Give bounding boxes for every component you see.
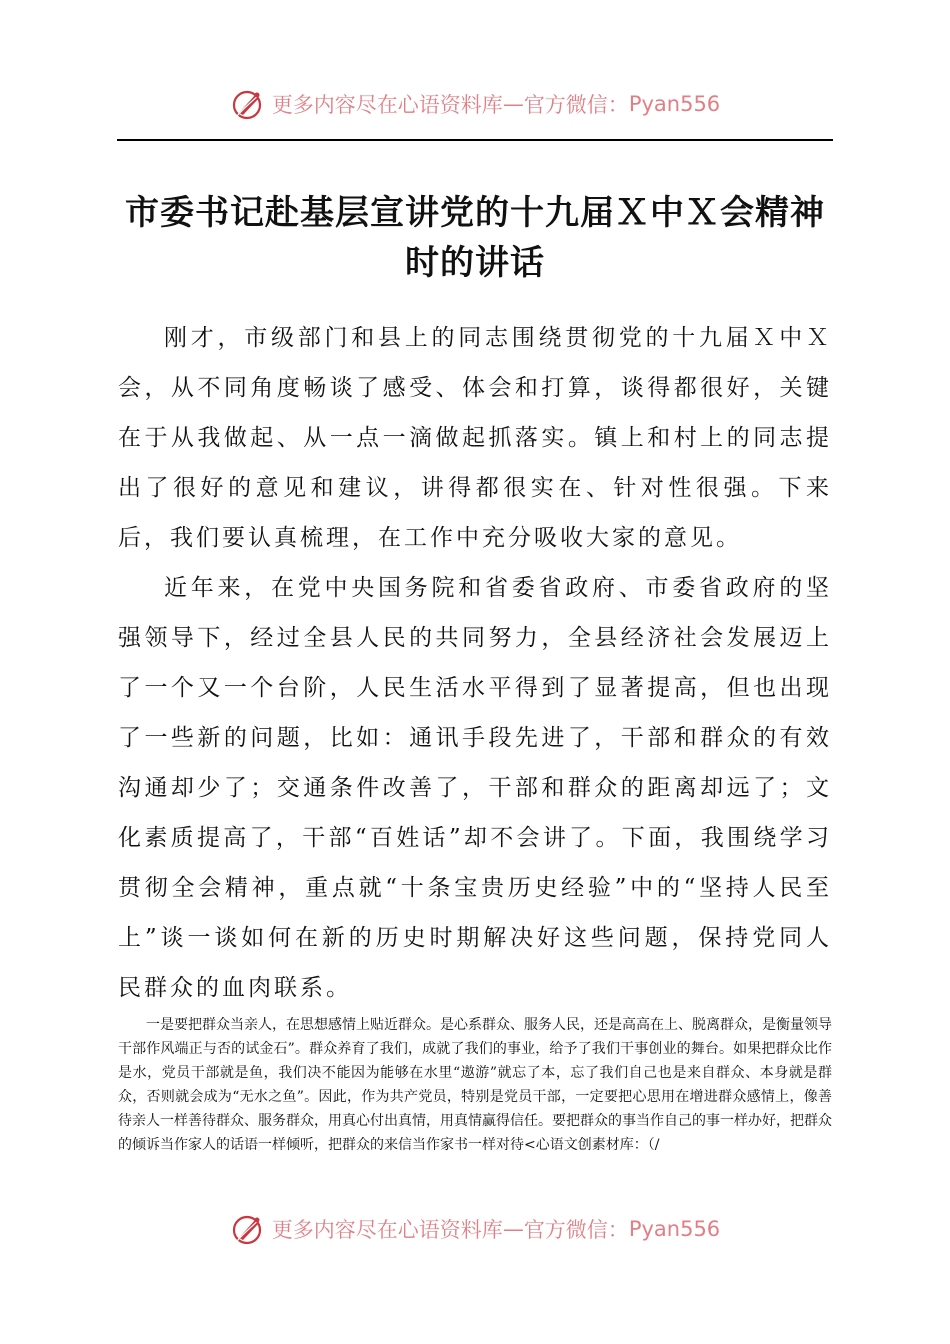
banner-text-main: 更多内容尽在心语资料库 [271, 93, 503, 117]
body-paragraph-1: 刚才，市级部门和县上的同志围绕贯彻党的十九届Ｘ中Ｘ会，从不同角度畅谈了感受、体会和打算，谈得都很好，关键在于从我做起、从一点一滴做起抓落实。镇上和村上的同志提出了很好的意见和建议，讲得都很实在、针对性很强。下来后，我们要认真梳理，在工作中充分吸收大家的意见。 [118, 325, 832, 551]
banner-text-dash: — [502, 92, 524, 116]
banner-text-id: Pyan556 [628, 92, 721, 116]
pen-logo-icon [230, 86, 266, 122]
pen-logo-icon [230, 1211, 266, 1247]
banner-text-dash: — [502, 1217, 524, 1241]
document-title [100, 188, 850, 288]
header-divider [117, 139, 833, 141]
body-paragraph-2: 近年来，在党中央国务院和省委省政府、市委省政府的坚强领导下，经过全县人民的共同努力，全县经济社会发展迈上了一个又一个台阶，人民生活水平得到了显著提高，但也出现了一些新的问题，比如：通讯手段先进了，干部和群众的有效沟通却少了；交通条件改善了，干部和群众的距离却远了；文化素质提高了，干部“百姓话”却不会讲了。下面，我围绕学习贯彻全会精神，重点就“十条宝贵历史经验”中的“坚持人民至上”谈一谈如何在新的历史时期解决好这些问题，保持党同人民群众的血肉联系。 [118, 575, 832, 1001]
banner-text-wechat: 官方微信： [523, 93, 629, 117]
title-line-2: 时的讲话 [405, 243, 545, 283]
header-watermark-banner [0, 82, 950, 126]
footer-watermark-banner [0, 1207, 950, 1251]
banner-text-wechat: 官方微信： [523, 1218, 629, 1242]
banner-text-main: 更多内容尽在心语资料库 [271, 1218, 503, 1242]
title-line-1: 市委书记赴基层宣讲党的十九届Ｘ中Ｘ会精神 [125, 193, 825, 233]
small-text-block [118, 1013, 832, 1157]
banner-text-id: Pyan556 [628, 1217, 721, 1241]
document-body [118, 313, 832, 1013]
small-paragraph: 一是要把群众当亲人，在思想感情上贴近群众。是心系群众、服务人民，还是高高在上、脱离群众，是衡量领导干部作风端正与否的试金石”。群众养育了我们，成就了我们的事业，给予了我们干事创业的舞台。如果把群众比作是水，党员干部就是鱼，我们决不能因为能够在水里“遨游”就忘了本，忘了我们自己也是来自群众、本身就是群众，否则就会成为“无水之鱼”。因此，作为共产党员，特别是党员干部，一定要把心思用在增进群众感情上，像善待亲人一样善待群众、服务群众，用真心付出真情，用真情赢得信任。要把群众的事当作自己的事一样办好，把群众的倾诉当作家人的话语一样倾听，把群众的来信当作家书一样对待<心语文创素材库：（/ [118, 1017, 832, 1153]
